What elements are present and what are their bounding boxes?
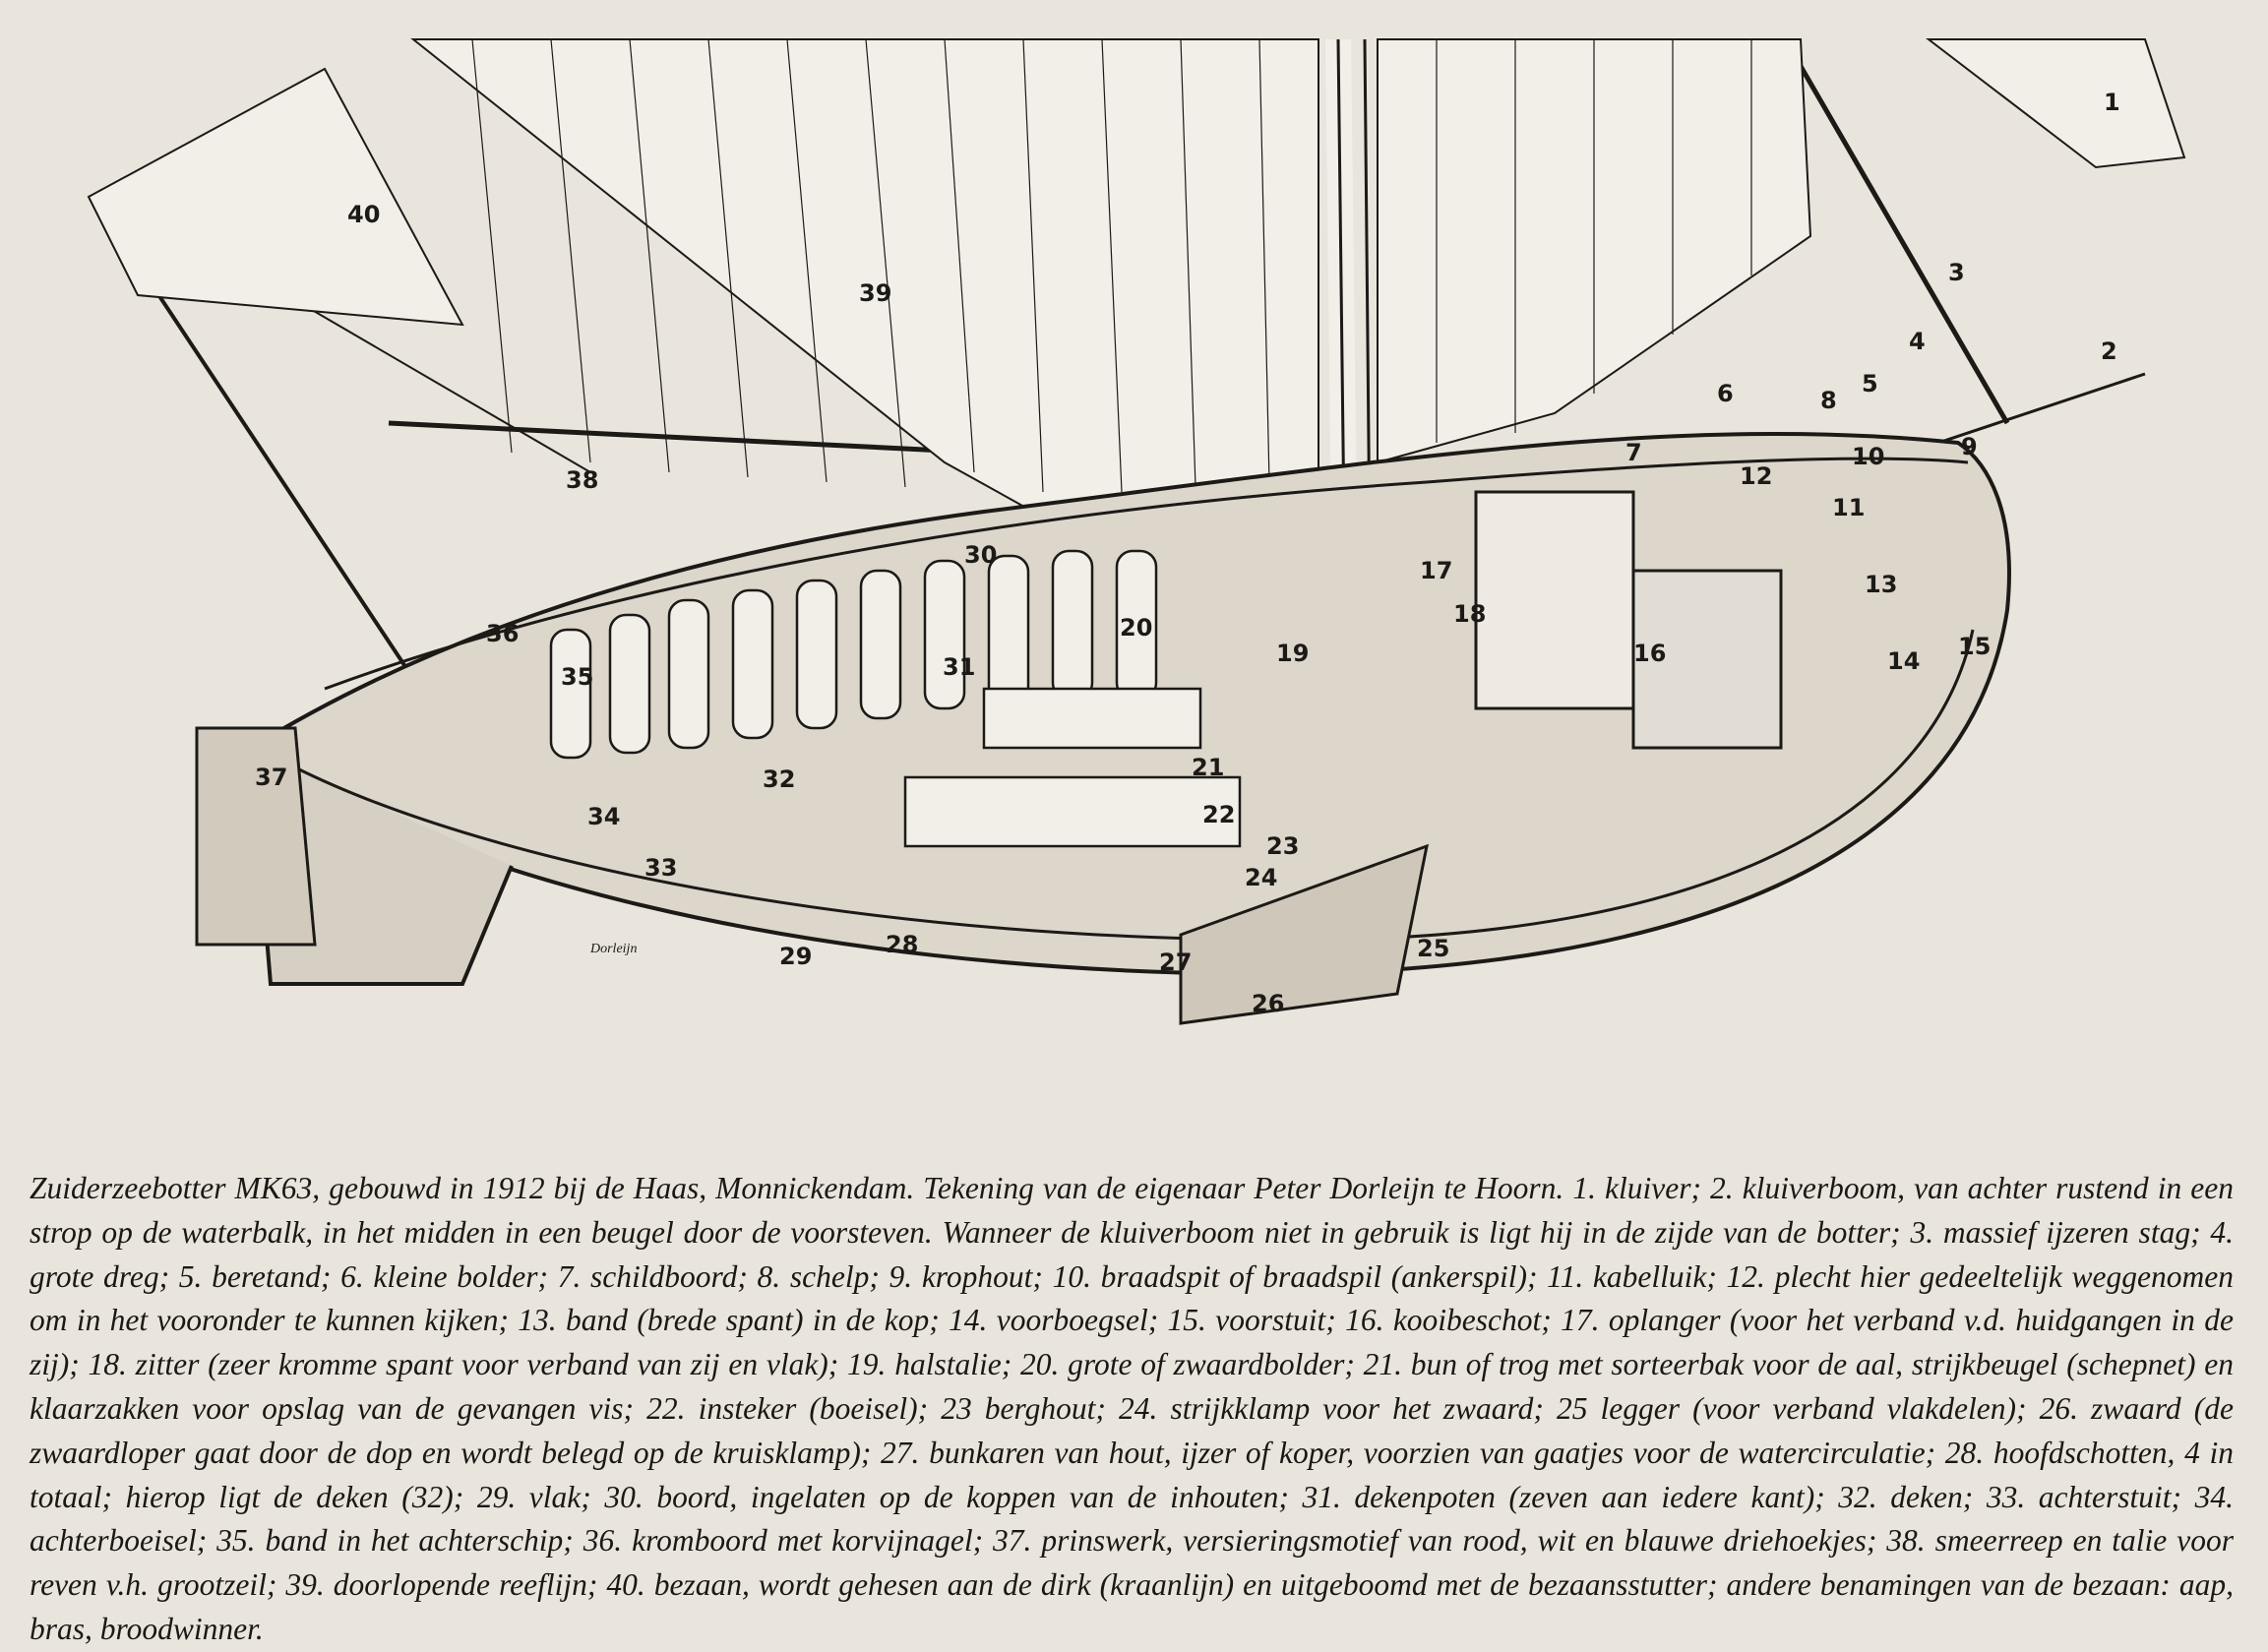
label-26: 26 bbox=[1252, 990, 1285, 1017]
signature: Dorleijn bbox=[590, 942, 638, 956]
label-5: 5 bbox=[1862, 370, 1878, 398]
label-36: 36 bbox=[486, 620, 520, 647]
label-28: 28 bbox=[886, 931, 919, 958]
label-35: 35 bbox=[561, 663, 594, 691]
label-30: 30 bbox=[964, 541, 998, 569]
label-39: 39 bbox=[859, 279, 892, 307]
label-1: 1 bbox=[2104, 89, 2120, 116]
label-14: 14 bbox=[1887, 647, 1921, 675]
label-34: 34 bbox=[587, 803, 621, 830]
figure-caption: Zuiderzeebotter MK63, gebouwd in 1912 bij de Haas, Monnickendam. Tekening van de eigenaar Peter Dorleijn te Hoorn. 1. kluiver; 2. kluiverboom, van achter rustend in een strop op de waterbalk, in het midden in een beugel door de voorsteven. Wanneer de kluiverboom niet in gebruik is ligt hij in de zijde van de botter; 3. massief ijzeren stag; 4. grote dreg; 5. beretand; 6. kleine bolder; 7. schildboord; 8. schelp; 9. krophout; 10. braadspit of braadspil (ankerspil); 11. kabelluik; 12. plecht hier gedeeltelijk weggenomen om in het vooronder te kunnen kijken; 13. band (brede spant) in de kop; 14. voorboegsel; 15. voorstuit; 16. kooibeschot; 17. oplanger (voor het verband v.d. huidgangen in de zij); 18. zitter (zeer kromme spant voor verband van zij en vlak); 19. halstalie; 20. grote of zwaardbolder; 21. bun of trog met sorteerbak voor de aal, strijkbeugel (schepnet) en klaarzakken voor opslag van de gevangen vis; 22. insteker (boeisel); 23 berghout; 24. strijkklamp voor het zwaard; 25 legger (voor verband vlakdelen); 26. zwaard (de zwaardloper gaat door de dop en wordt belegd op de kruisklamp); 27. bunkaren van hout, ijzer of koper, voorzien van gaatjes voor de watercirculatie; 28. hoofdschotten, 4 in totaal; hierop ligt de deken (32); 29. vlak; 30. boord, ingelaten op de koppen van de inhouten; 31. dekenpoten (zeven aan iedere kant); 32. deken; 33. achterstuit; 34. achterboeisel; 35. band in het achterschip; 36. kromboord met korvijnagel; 37. prinswerk, versieringsmotief van rood, wit en blauwe driehoekjes; 38. smeerreep en talie voor reven v.h. grootzeil; 39. doorlopende reeflijn; 40. bezaan, wordt gehesen aan de dirk (kraanlijn) en uitgeboomd met de bezaansstutter; andere benamingen van de bezaan: aap, bras, broodwinner. bbox=[30, 1171, 2234, 1646]
label-21: 21 bbox=[1192, 754, 1225, 781]
label-4: 4 bbox=[1909, 328, 1926, 355]
label-32: 32 bbox=[763, 765, 796, 793]
label-20: 20 bbox=[1120, 614, 1153, 642]
label-16: 16 bbox=[1633, 640, 1667, 667]
label-33: 33 bbox=[644, 854, 678, 882]
label-3: 3 bbox=[1948, 259, 1965, 286]
label-31: 31 bbox=[943, 653, 976, 681]
label-23: 23 bbox=[1266, 832, 1300, 860]
label-19: 19 bbox=[1276, 640, 1310, 667]
label-2: 2 bbox=[2101, 337, 2117, 365]
label-27: 27 bbox=[1159, 948, 1193, 976]
label-17: 17 bbox=[1420, 557, 1453, 584]
label-9: 9 bbox=[1961, 433, 1978, 460]
label-24: 24 bbox=[1245, 864, 1278, 891]
label-7: 7 bbox=[1625, 439, 1642, 466]
label-11: 11 bbox=[1832, 494, 1866, 521]
label-10: 10 bbox=[1852, 443, 1885, 470]
label-40: 40 bbox=[347, 201, 381, 228]
label-25: 25 bbox=[1417, 935, 1450, 962]
label-12: 12 bbox=[1740, 462, 1773, 490]
label-29: 29 bbox=[779, 943, 813, 970]
label-13: 13 bbox=[1865, 571, 1898, 598]
label-15: 15 bbox=[1958, 633, 1992, 660]
label-37: 37 bbox=[255, 764, 288, 791]
label-8: 8 bbox=[1820, 387, 1837, 414]
label-38: 38 bbox=[566, 466, 599, 494]
label-6: 6 bbox=[1717, 380, 1734, 407]
label-22: 22 bbox=[1202, 801, 1236, 828]
label-18: 18 bbox=[1453, 600, 1487, 628]
